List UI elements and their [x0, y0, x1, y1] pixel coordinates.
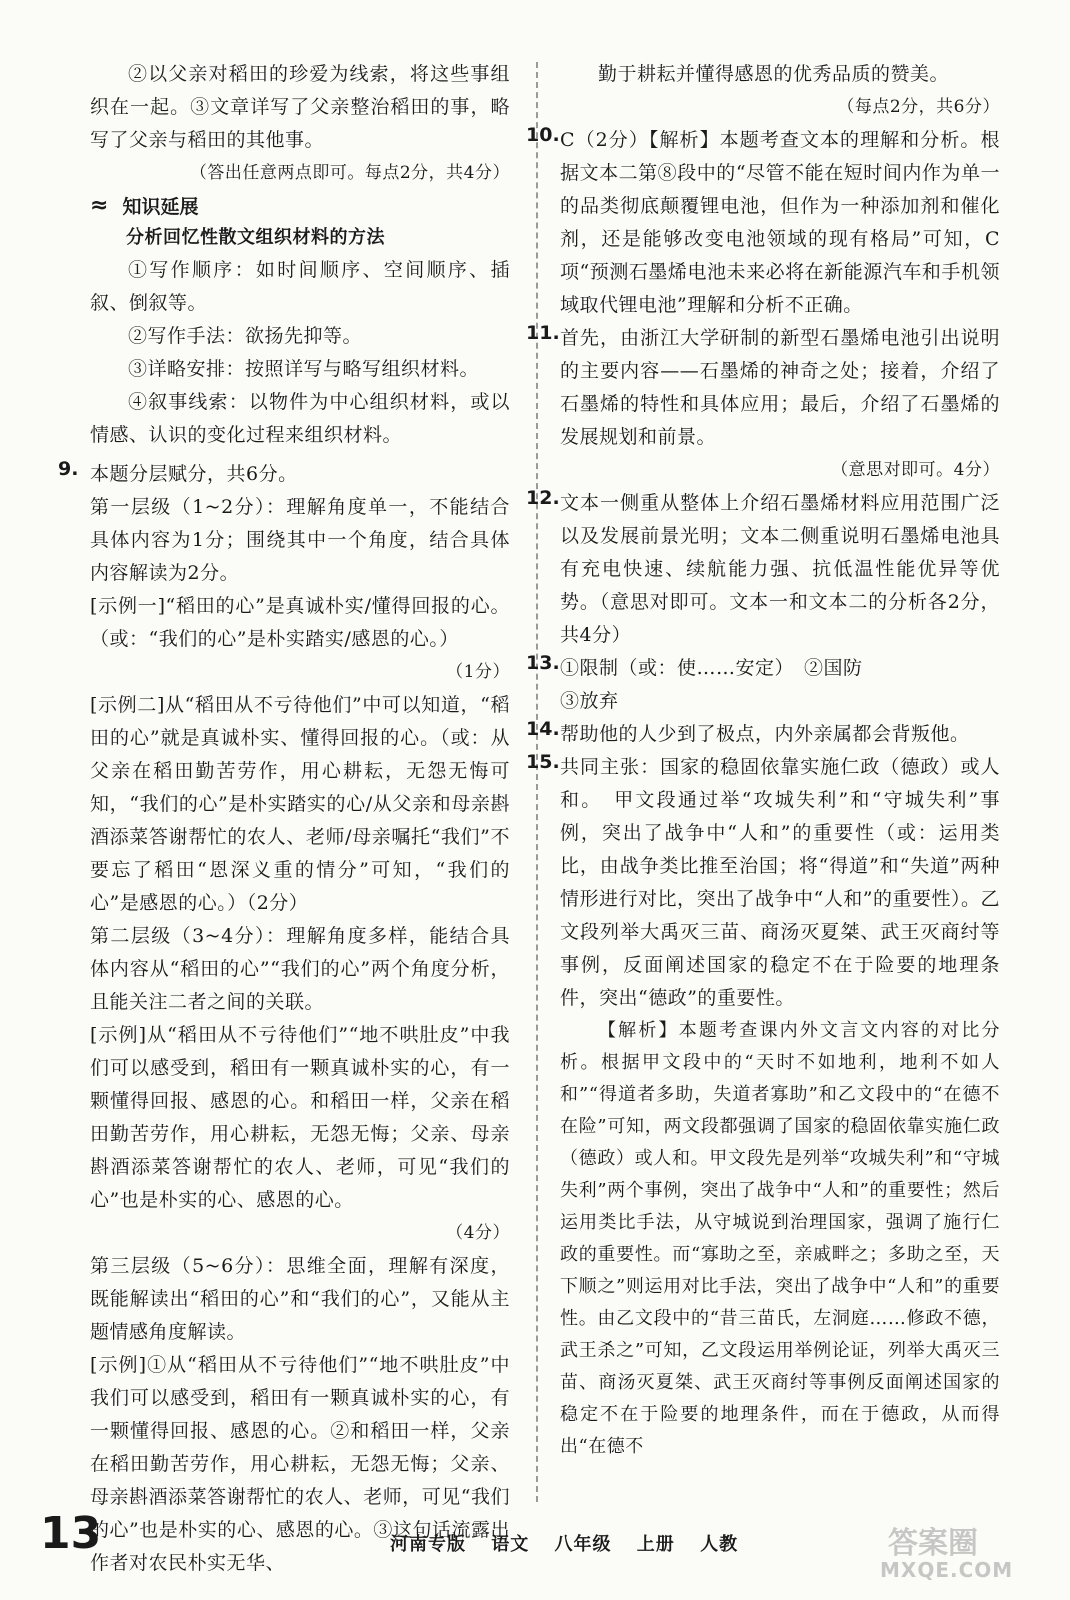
- score-note: （意思对即可。4分）: [831, 460, 1000, 480]
- knowledge-item: ④叙事线索：以物件为中心组织材料，或以情感、认识的变化过程来组织材料。: [90, 391, 510, 446]
- question-15: [526, 751, 1000, 1463]
- example-1: [示例一]“稻田的心”是真诚朴实/懂得回报的心。（或：“我们的心”是朴实踏实/感恩的心。）: [90, 595, 510, 650]
- example-4: [示例]①从“稻田从不亏待他们”“地不哄肚皮”中我们可以感受到，稻田有一颗真诚朴实的心，有一颗懂得回报、感恩的心。②和稻田一样，父亲在稻田勤苦劳作，用心耕耘，无怨无悔；父亲、母亲斟酒添菜答谢帮忙的农人、老师，可见“我们的心”也是朴实的心、感恩的心。③这句话流露出作者对农民朴实无华、: [90, 1354, 510, 1574]
- right-column: [526, 58, 1000, 1463]
- question-number: 9.: [58, 458, 79, 480]
- column-divider: [536, 62, 538, 1502]
- level-2: 第二层级（3~4分）：理解角度多样，能结合具体内容从“稻田的心”“我们的心”两个角度分析，且能关注二者之间的关联。: [90, 925, 510, 1013]
- question-number: 13.: [526, 652, 560, 674]
- example-3: [示例]从“稻田从不亏待他们”“地不哄肚皮”中我们可以感受到，稻田有一颗真诚朴实的心，有一颗懂得回报、感恩的心。和稻田一样，父亲在稻田勤苦劳作，用心耕耘，无怨无悔；父亲、母亲斟酒添菜答谢帮忙的农人、老师，可见“我们的心”也是朴实的心、感恩的心。: [90, 1024, 510, 1211]
- question-number: 10.: [526, 124, 560, 146]
- question-13: [526, 652, 1000, 718]
- example-2: [示例二]从“稻田从不亏待他们”中可以知道，“稻田的心”就是真诚朴实、懂得回报的心。（或：从父亲在稻田勤苦劳作，用心耕耘，无怨无悔可知，“我们的心”是朴实踏实的心/从父亲和母亲斟酒添菜答谢帮忙的农人、老师/母亲嘱托“我们”不要忘了稻田“恩深义重的情分”可知，“我们的心”是感恩的心。）（2分）: [90, 694, 510, 914]
- question-number: 15.: [526, 751, 560, 773]
- knowledge-title: 知识延展: [122, 196, 199, 218]
- question-11: [526, 322, 1000, 487]
- answer-text: 帮助他的人少到了极点，内外亲属都会背叛他。: [560, 723, 970, 745]
- question-number: 12.: [526, 487, 560, 509]
- page-number: 13: [40, 1508, 102, 1559]
- score-note: （答出任意两点即可。每点2分，共4分）: [189, 163, 510, 183]
- wave-icon: ≈: [90, 193, 109, 218]
- answer-text: 首先，由浙江大学研制的新型石墨烯电池引出说明的主要内容——石墨烯的神奇之处；接着，介绍了石墨烯的特性和具体应用；最后，介绍了石墨烯的发展规划和前景。: [560, 327, 1000, 448]
- question-14: [526, 718, 1000, 751]
- answer-text: ③放弃: [560, 690, 619, 712]
- level-3: 第三层级（5~6分）：思维全面，理解有深度，既能解读出“稻田的心”和“我们的心”，又能从主题情感角度解读。: [90, 1255, 510, 1343]
- knowledge-item: ②写作手法：欲扬先抑等。: [128, 325, 363, 347]
- book-info: 河南专版 语文 八年级 上册 人教: [390, 1534, 739, 1555]
- knowledge-section-header: [90, 192, 510, 219]
- score-note: （4分）: [446, 1223, 510, 1243]
- question-number: 14.: [526, 718, 560, 740]
- watermark-text: 答案圈: [888, 1526, 978, 1561]
- watermark-logo: [880, 1518, 1040, 1588]
- level-1: 第一层级（1~2分）：理解角度单一，不能结合具体内容为1分；围绕其中一个角度，结合具体内容解读为2分。: [90, 496, 510, 584]
- question-10: [526, 124, 1000, 322]
- knowledge-item: ③详略安排：按照详写与略写组织材料。: [128, 358, 480, 380]
- analysis-text: 【解析】本题考查课内外文言文内容的对比分析。根据甲文段中的“天时不如地利，地利不如人和”“得道者多助，失道者寡助”和乙文段中的“在德不在险”可知，两文段都强调了国家的稳固依靠实施仁政（德政）或人和。甲文段先是列举“攻城失利”和“守城失利”两个事例，突出了战争中“人和”的重要性；然后运用类比手法，从守城说到治理国家，强调了施行仁政的重要性。而“寡助之至，亲戚畔之；多助之至，天下顺之”则运用对比手法，突出了战争中“人和”的重要性。由乙文段中的“昔三苗氏，左洞庭……修政不德，武王杀之”可知，乙文段运用举例论证，列举大禹灭三苗、商汤灭夏桀、武王灭商纣等事例反面阐述国家的稳定不在于险要的地理条件，而在于德政，从而得出“在德不: [560, 1020, 1000, 1457]
- score-note: （1分）: [446, 662, 510, 682]
- answer-text: 文本一侧重从整体上介绍石墨烯材料应用范围广泛以及发展前景光明；文本二侧重说明石墨烯电池具有充电快速、续航能力强、抗低温性能优异等优势。（意思对即可。文本一和文本二的分析各2分，共4分）: [560, 492, 1000, 646]
- question-number: 11.: [526, 322, 560, 344]
- watermark-url: MXQE.COM: [880, 1558, 1014, 1582]
- knowledge-item: ①写作顺序：如时间顺序、空间顺序、插叙、倒叙等。: [90, 259, 510, 314]
- answer-continuation: ②以父亲对稻田的珍爱为线索，将这些事组织在一起。③文章详写了父亲整治稻田的事，略写了父亲与稻田的其他事。: [90, 63, 510, 151]
- knowledge-subtitle: 分析回忆性散文组织材料的方法: [126, 227, 385, 248]
- score-note: （每点2分，共6分）: [837, 97, 1000, 117]
- answer-text: C（2分）【解析】本题考查文本的理解和分析。根据文本二第⑧段中的“尽管不能在短时间内作为单一的品类彻底颠覆锂电池，但作为一种添加剂和催化剂，还是能够改变电池领域的现有格局”可知，C项“预测石墨烯电池未来必将在新能源汽车和手机领域取代锂电池”理解和分析不正确。: [560, 129, 1000, 316]
- question-12: [526, 487, 1000, 652]
- answer-text: ①限制（或：使……安定） ②国防: [560, 657, 863, 679]
- question-intro: 本题分层赋分，共6分。: [90, 463, 298, 485]
- answer-text: 共同主张：国家的稳固依靠实施仁政（德政）或人和。 甲文段通过举“攻城失利”和“守城失利”事例，突出了战争中“人和”的重要性（或：运用类比，由战争类比推至治国；将“得道”和“失道”两种情形进行对比，突出了战争中“人和”的重要性）。乙文段列举大禹灭三苗、商汤灭夏桀、武王灭商纣等事例，反面阐述国家的稳定不在于险要的地理条件，突出“德政”的重要性。: [560, 756, 1000, 1009]
- answer-continuation: 勤于耕耘并懂得感恩的优秀品质的赞美。: [598, 63, 950, 85]
